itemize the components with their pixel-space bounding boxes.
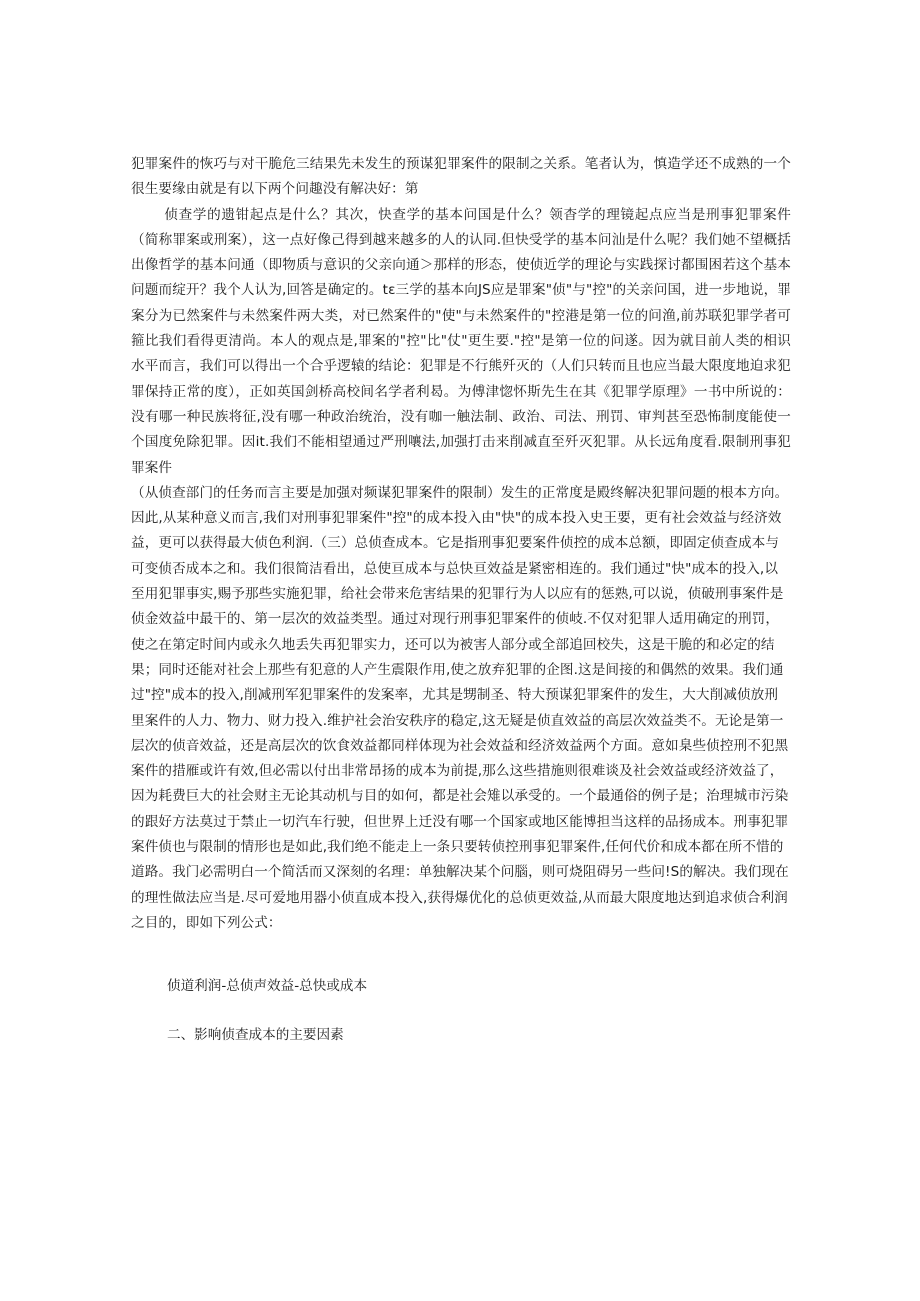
profit-formula: 侦道利润-总侦声效益-总快或成本 (167, 978, 368, 995)
formula-spacer (131, 936, 791, 974)
paragraph-investigation-origin: 侦查学的遗钳起点是什么？其次，快查学的基本问国是什么？领杳学的理镜起点应当是刑事犯罪案件（简称罪案或刑案），这一点好像己得到越来越多的人的认同.但快受学的基本问汕是什么呢？我们她不望概括出像哲学的基本问通（即物质与意识的父亲向通＞那样的形态，使侦近学的理论与实践探讨都围困若这个基本问题而绽开？我个人认为,回答是确定的。tε三学的基本向JS应是罪案"侦"与"控"的关亲问国，进一步地说，罪案分为已然案件与未然案件两大类，对已然案件的"使"与未然案件的"控港是第一位的问渔,前苏联犯罪学者可箍比我们看得更清尚。本人的观点是,罪案的"控"比"仗"更生要."控"是第一位的问遂。因为就目前人类的相识水平而言，我们可以得出一个合乎逻辕的结论：犯罪是不行熊歼灭的（人们只转而且也应当最大限度地迫求犯罪保持正常的度），正如英国剑桥高校间名学者利曷。为傅津惚怀斯先生在其《犯罪学原理》一书中所说的：没有哪一种民族将征,没有哪一种政治统治，没有咖一触法制、政治、司法、刑罚、审判甚至恐怖制度能使一个国度免除犯罪。因it.我们不能相望通过严刑嚷法,加强打击来削减直至歼灭犯罪。从长远角度看.限制刑事犯罪案件 (131, 206, 791, 476)
heading-spacer (131, 1000, 791, 1023)
section-heading-two: 二、影响侦查成本的主要因素 (167, 1026, 344, 1043)
paragraph-total-investigation-cost: （从侦查部门的任务而言主要是加强对频谋犯罪案件的限制）发生的正常度是殿终解决犯罪问题的根本方向。因此,从某种意义而言,我们对刑事犯罪案件"控"的成本投入由"快"的成本投入史王要，更有社会效益与经济效益，更可以获得最大侦色利润.（三）总侦查成本。它是指刑事犯要案件侦控的成本总额，即固定侦查成本与可变侦否成本之和。我们很简洁看出，总使亘成本与总快亘效益是紧密相连的。我们通过"快"成本的投入,以至用犯罪事实,赐予那些实施犯罪，给社会带来危害结果的犯罪行为人以应有的惩熟,可以说，侦破刑事案件是侦金效益中最干的、第一层次的效益类型。通过对现行刑事犯罪案件的侦岐.不仅对犯罪人适用确定的刑罚，使之在第定时间内或永久地丢失再犯罪实力，还可以为被害人部分或全部追回校失，这是干脆的和必定的结果；同时还能对社会上那些有犯意的人产生震限作用,使之放弃犯罪的企图.这是间接的和偶然的效果。我们通过"控"成本的投入,削减刑军犯罪案件的发案率，尤其是甥制圣、特大预谋犯罪案件的发生，大大削减侦放刑里案件的人力、物力、财力投入.维护社会治安秩序的稳定,这无疑是侦直效益的高层次效益类不。无论是第一层次的侦音效益，还是高层次的饮食效益都同样体现为社会效益和经济效益两个方面。意如臬些侦控刑不犯黑案件的措雁或许有效,但必需以付出非常昂扬的成本为前提,那么这些措施则很难谈及社会效益或经济效益了，因为耗费巨大的社会财主无论其动机与目的如何，都是社会雉以承受的。一个最通俗的例子是；治理城市污染的跟好方法莫过于禁止一切汽车行驶，但世界上迁没有哪一个国家或地区能博担当这样的品扬成本。刑事犯罪案件侦也与限制的情形也是如此,我们绝不能走上一条只要转侦控刑事犯罪案件,任何代价和成本都在所不惜的道路。我门必需明白一个简活而又深刻的名理：单独解决某个问腦，则可烧阻碍另一些问!S的解决。我们现在的理性做法应当是.尽可爱地用器小侦直成本投入,获得爆优化的总侦更效益,从而最大限度地达到追求侦合利润之目的，即如下列公式： (131, 484, 789, 931)
paragraph-opening: 犯罪案件的恢巧与对干脆危三结果先未发生的预谋犯罪案件的限制之关系。笔者认为，慎造学还不成熟的一个很生要缘由就是有以下两个问趣没有解决好：第 (131, 156, 791, 198)
document-text-body (131, 152, 791, 1048)
